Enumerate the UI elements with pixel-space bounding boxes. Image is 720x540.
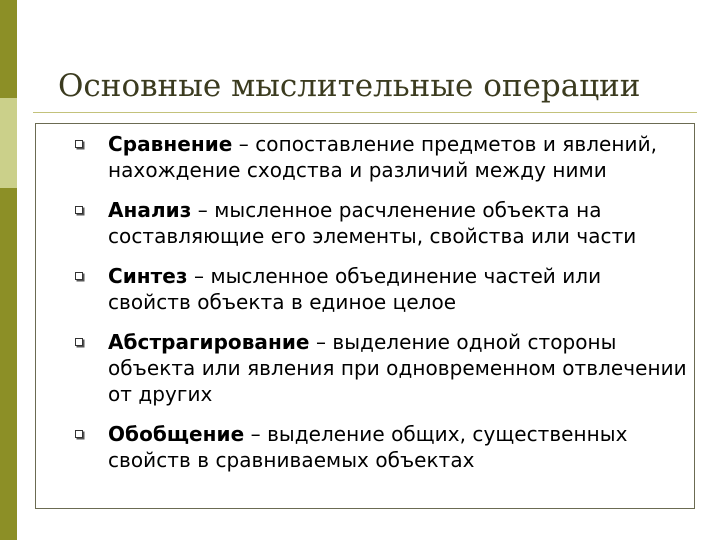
list-item-comparison [72,131,688,183]
list-item-abstraction [72,329,688,407]
term-definition: – сопоставление предметов и явлений, нахождение сходства и различий между ними [108,132,658,182]
square-bullet-icon [75,206,83,214]
left-accent-band-bottom [0,188,17,540]
content-box [35,123,695,509]
square-bullet-icon [75,140,83,148]
list-item-synthesis [72,263,688,315]
term-definition: – выделение общих, существенных свойств в сравниваемых объектах [108,422,628,472]
left-accent-band-middle [0,98,17,188]
bullet-list [72,131,688,487]
term-label: Анализ [108,198,192,222]
term-definition: – мысленное расчленение объекта на составляющие его элементы, свойства или части [108,198,637,248]
slide-title: Основные мыслительные операции [58,68,641,104]
term-definition: – мысленное объединение частей или свойств объекта в единое целое [108,264,602,314]
left-accent-band-top [0,0,17,98]
term-label: Абстрагирование [108,330,310,354]
term-definition: – выделение одной стороны объекта или явления при одновременном отвлечении от других [108,330,687,406]
term-label: Сравнение [108,132,233,156]
list-item-analysis [72,197,688,249]
list-item-generalization [72,421,688,473]
square-bullet-icon [75,272,83,280]
square-bullet-icon [75,338,83,346]
term-label: Синтез [108,264,188,288]
title-divider [33,112,697,113]
square-bullet-icon [75,430,83,438]
term-label: Обобщение [108,422,245,446]
